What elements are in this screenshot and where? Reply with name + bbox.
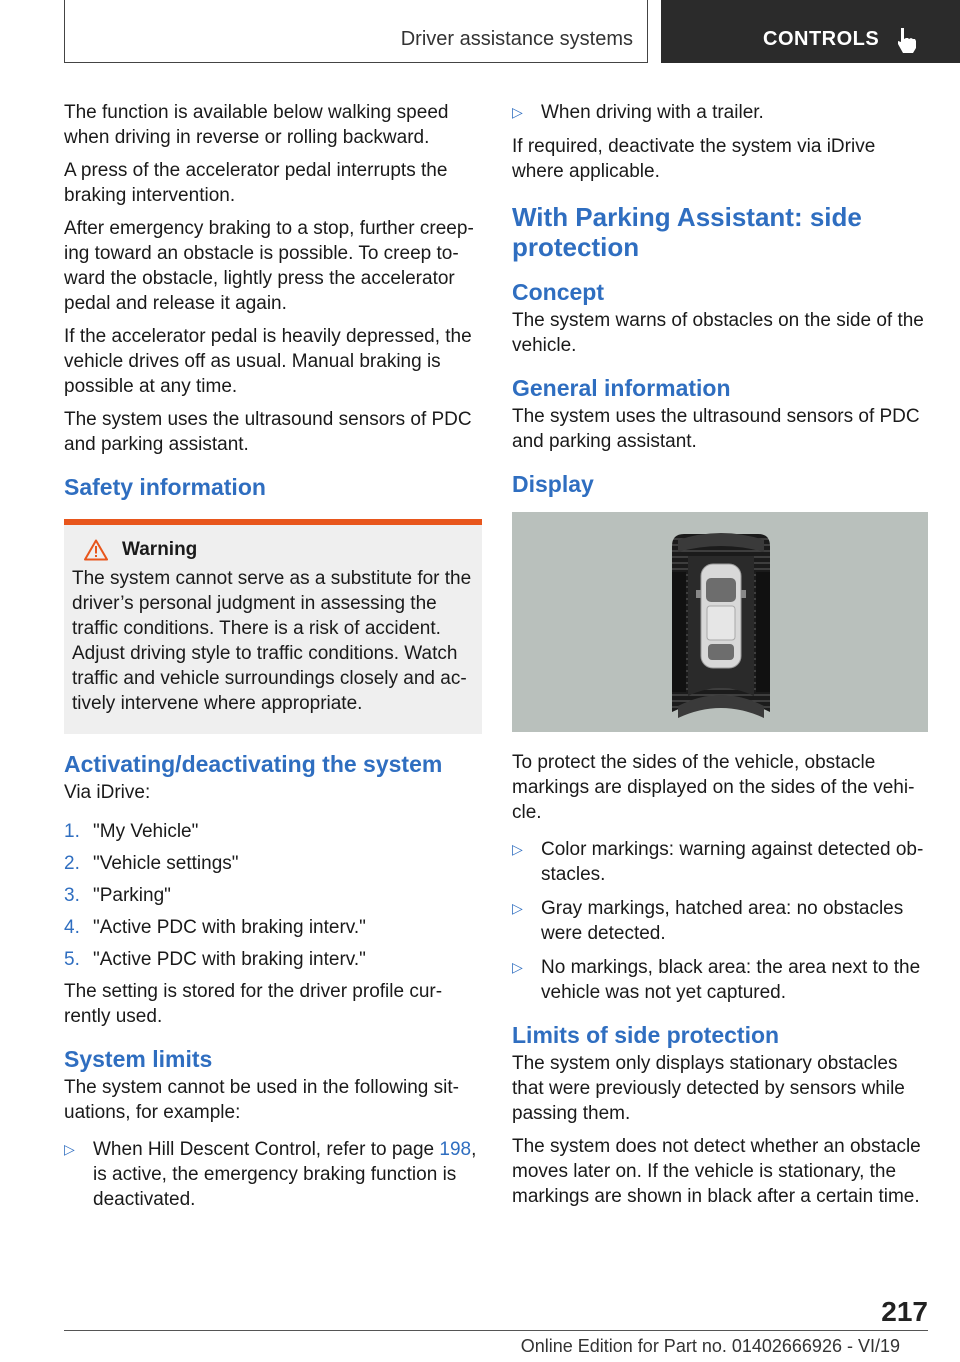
paragraph: The system only displays stationary obstacles that were previously detected by sensors while passing them. xyxy=(512,1053,905,1124)
limits-list xyxy=(64,1137,482,1212)
list-item xyxy=(512,955,928,1005)
footer-divider xyxy=(64,1330,928,1331)
list-item xyxy=(64,851,482,876)
paragraph: If the accelerator pedal is heavily depressed, the vehicle drives off as usual. Manual braking is possible at any time. xyxy=(64,326,472,397)
step-text: "My Vehicle" xyxy=(93,821,199,842)
triangle-bullet-icon: ▷ xyxy=(512,900,523,916)
page-link[interactable]: 198 xyxy=(439,1139,472,1160)
bullet-text: Color markings: warning against detected obstacles. xyxy=(541,839,924,885)
triangle-bullet-icon: ▷ xyxy=(512,841,523,857)
concept-heading: Concept xyxy=(512,279,604,305)
step-number: 2. xyxy=(64,853,80,874)
activate-heading: Activating/deactivating the system xyxy=(64,751,443,777)
step-number: 1. xyxy=(64,821,80,842)
paragraph: The setting is stored for the driver profile currently used. xyxy=(64,981,443,1027)
edition-info: Online Edition for Part no. 01402666926 - VI/19 xyxy=(520,1336,900,1356)
limit-text-post: , is active, the emergency braking function is deactivated. xyxy=(93,1139,477,1210)
markings-list xyxy=(512,837,928,1005)
bullet-text: No markings, black area: the area next to the vehicle was not yet captured. xyxy=(541,957,921,1003)
display-heading: Display xyxy=(512,471,594,497)
paragraph: The system warns of obstacles on the side of the vehicle. xyxy=(512,310,924,356)
general-heading: General information xyxy=(512,375,731,401)
step-number: 5. xyxy=(64,949,80,970)
page-number: 217 xyxy=(881,1296,928,1327)
step-text: "Active PDC with braking interv." xyxy=(93,917,366,938)
right-column xyxy=(512,100,928,1217)
limits-list-cont xyxy=(512,100,928,125)
main-heading: With Parking Assistant: side protection xyxy=(512,202,862,262)
step-text: "Active PDC with braking interv." xyxy=(93,949,366,970)
bullet-text: When driving with a trailer. xyxy=(541,102,764,123)
chapter-title: CONTROLS xyxy=(763,28,880,50)
paragraph: A press of the accelerator pedal interrupts the braking intervention. xyxy=(64,160,448,206)
warning-title-row xyxy=(72,537,475,562)
step-text: "Vehicle settings" xyxy=(93,853,239,874)
triangle-bullet-icon: ▷ xyxy=(512,104,523,120)
warning-text: The system cannot serve as a substitute for the driver’s personal judgment in assessing the traffic conditions. There is a risk of accident. Adjust driving style to traffic conditions. Watch traffic and vehicle surroundings closely and actively intervene where appropriate. xyxy=(72,568,472,714)
warning-box xyxy=(64,525,482,734)
warning-title: Warning xyxy=(122,539,198,560)
section-tab xyxy=(64,0,648,63)
vehicle-top-view-icon xyxy=(512,512,928,732)
paragraph: The function is available below walking speed when driving in reverse or rolling backward. xyxy=(64,102,449,148)
paragraph: To protect the sides of the vehicle, obstacle markings are displayed on the sides of the vehicle. xyxy=(512,752,915,823)
paragraph: The system uses the ultrasound sensors of PDC and parking assistant. xyxy=(64,409,472,455)
list-item xyxy=(512,837,928,887)
limits-side-heading: Limits of side protection xyxy=(512,1022,780,1048)
paragraph: If required, deactivate the system via iDrive where applicable. xyxy=(512,136,876,182)
parking-display-image xyxy=(512,512,928,732)
limit-text-pre: When Hill Descent Control, refer to page xyxy=(93,1139,440,1160)
triangle-bullet-icon: ▷ xyxy=(64,1141,75,1157)
triangle-bullet-icon: ▷ xyxy=(512,959,523,975)
list-item xyxy=(64,1137,482,1212)
page-header xyxy=(0,0,960,66)
paragraph: The system uses the ultrasound sensors of PDC and parking assistant. xyxy=(512,406,920,452)
section-title: Driver assistance systems xyxy=(400,28,633,50)
paragraph: After emergency braking to a stop, further creeping toward an obstacle is possible. To creep toward the obstacle, lightly press the accelerator pedal and release it again. xyxy=(64,218,474,314)
chapter-tab xyxy=(661,0,960,63)
pointing-hand-icon xyxy=(895,26,921,54)
list-item xyxy=(512,100,928,125)
paragraph: The system cannot be used in the following situations, for example: xyxy=(64,1077,459,1123)
list-item xyxy=(64,915,482,940)
limits-heading: System limits xyxy=(64,1046,213,1072)
list-item xyxy=(64,947,482,972)
list-item xyxy=(512,896,928,946)
warning-triangle-icon xyxy=(84,539,108,561)
list-item xyxy=(64,883,482,908)
via-idrive: Via iDrive: xyxy=(64,782,151,803)
list-item xyxy=(64,819,482,844)
safety-heading: Safety information xyxy=(64,474,266,500)
step-text: "Parking" xyxy=(93,885,171,906)
steps-list xyxy=(64,819,482,972)
paragraph: The system does not detect whether an obstacle moves later on. If the vehicle is stationary, the markings are shown in black after a certain time. xyxy=(512,1136,921,1207)
step-number: 4. xyxy=(64,917,80,938)
step-number: 3. xyxy=(64,885,80,906)
bullet-text: Gray markings, hatched area: no obstacles were detected. xyxy=(541,898,904,944)
left-column xyxy=(64,100,482,1221)
